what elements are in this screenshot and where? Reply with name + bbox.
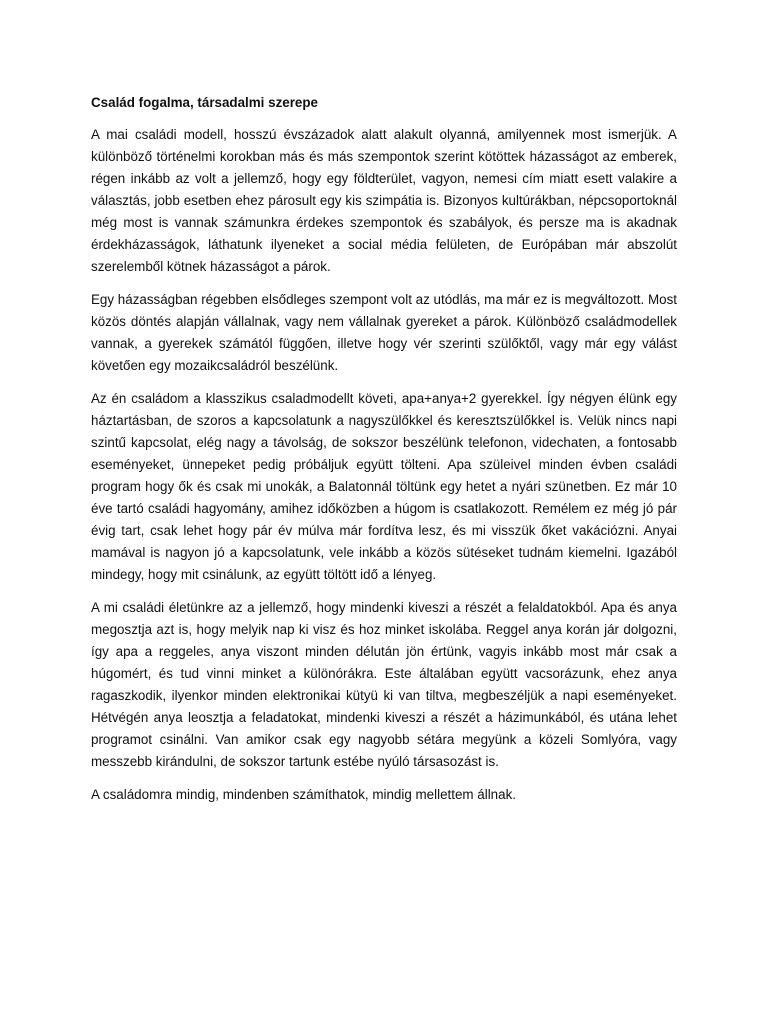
paragraph-2: Egy házasságban régebben elsődleges szempont volt az utódlás, ma már ez is megváltozott. Most közös döntés alapján vállalnak, vagy nem vállalnak gyereket a párok. Különböző családmodellek vannak, a gyerekek számától függően, illetve hogy vér szerinti szülőktől, vagy már egy válást követően egy mozaikcsaládról beszélünk. bbox=[91, 292, 677, 373]
paragraph-5: A családomra mindig, mindenben számíthatok, mindig mellettem állnak. bbox=[91, 787, 516, 802]
paragraph-3: Az én családom a klasszikus csaladmodellt követi, apa+anya+2 gyerekkel. Így négyen élünk egy háztartásban, de szoros a kapcsolatunk a nagyszülőkkel és keresztszülőkkel is. Velük nincs napi szintű kapcsolat, elég nagy a távolság, de sokszor beszélünk telefonon, videchaten, a fontosabb eseményeket, ünnepeket pedig próbáljuk együtt tölteni. Apa szüleivel minden évben családi program hogy ők és csak mi unokák, a Balatonnál töltünk egy hetet a nyári szünetben. Ez már 10 éve tartó családi hagyomány, amihez időközben a húgom is csatlakozott. Remélem ez még jó pár évig tart, csak lehet hogy pár év múlva már fordítva lesz, és mi visszük őket vakációzni. Anyai mamával is nagyon jó a kapcsolatunk, vele inkább a közös sütéseket tudnám kiemelni. Igazából mindegy, hogy mit csinálunk, az együtt töltött idő a lényeg. bbox=[91, 391, 677, 582]
paragraph-1: A mai családi modell, hosszú évszázadok alatt alakult olyanná, amilyennek most ismerjük. A különböző történelmi korokban más és más szempontok szerint kötöttek házasságot az emberek, régen inkább az volt a jellemző, hogy egy földterület, vagyon, nemesi cím miatt esett valakire a választás, jobb esetben ehez párosult egy kis szimpátia is. Bizonyos kultúrákban, népcsoportoknál még most is vannak számunkra érdekes szempontok és szabályok, és persze ma is akadnak érdekházasságok, láthatunk ilyeneket a social média felületen, de Európában már abszolút szerelemből kötnek házasságot a párok. bbox=[91, 127, 677, 274]
document-page bbox=[91, 94, 677, 817]
paragraph-4: A mi családi életünkre az a jellemző, hogy mindenki kiveszi a részét a felaldatokból. Apa és anya megosztja azt is, hogy melyik nap ki visz és hoz minket iskolába. Reggel anya korán jár dolgozni, így apa a reggeles, anya viszont minden délután jön értünk, vagyis inkább most már csak a húgomért, és tud vinni minket a különórákra. Este általában együtt vacsorázunk, ehez anya ragaszkodik, ilyenkor minden elektronikai kütyü ki van tiltva, megbeszéljük a napi eseményeket. Hétvégén anya leosztja a feladatokat, mindenki kiveszi a részét a házimunkából, és utána lehet programot csinálni. Van amikor csak egy nagyobb sétára megyünk a közeli Somlyóra, vagy messzebb kirándulni, de sokszor tartunk estébe nyúló társasozást is. bbox=[91, 600, 677, 769]
document-title: Család fogalma, társadalmi szerepe bbox=[91, 95, 318, 110]
